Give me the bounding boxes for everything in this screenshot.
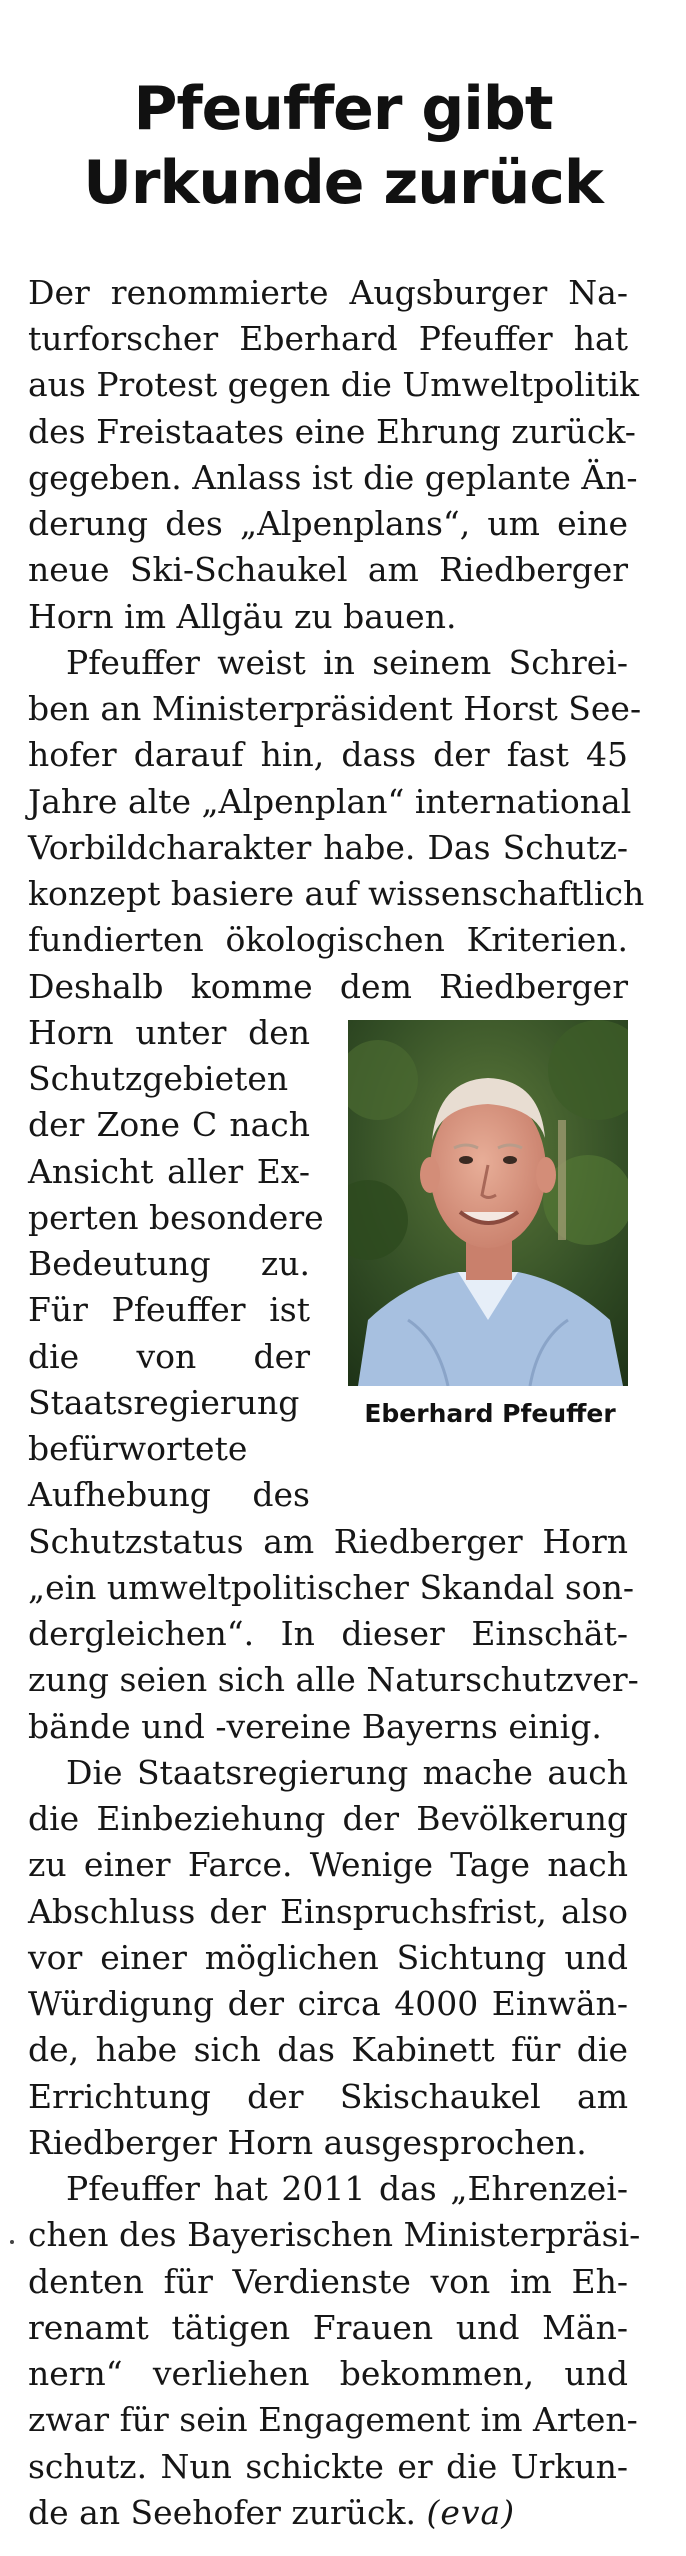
body-line: Aufhebung des bbox=[28, 1475, 310, 1515]
photo-caption: Eberhard Pfeuffer bbox=[364, 1398, 616, 1428]
body-line: Errichtung der Skischaukel am bbox=[28, 2076, 628, 2116]
body-line: fundierten ökologischen Kriterien. bbox=[28, 920, 628, 960]
body-line: derung des „Alpenplans“, um eine bbox=[28, 504, 628, 544]
headline bbox=[0, 72, 686, 220]
body-line: turforscher Eberhard Pfeuffer hat bbox=[28, 319, 628, 359]
body-line: dergleichen“. In dieser Einschät- bbox=[28, 1614, 628, 1654]
body-line: Bedeutung zu. bbox=[28, 1244, 310, 1284]
body-line: zwar für sein Engagement im Arten- bbox=[28, 2400, 638, 2440]
body-line: hofer darauf hin, dass der fast 45 bbox=[28, 735, 628, 775]
body-line: gegeben. Anlass ist die geplante Än- bbox=[28, 457, 638, 497]
body-line: chen des Bayerischen Ministerpräsi- bbox=[28, 2215, 641, 2255]
body-line: de an Seehofer zurück. bbox=[28, 2492, 416, 2532]
body-line: denten für Verdienste von im Eh- bbox=[28, 2261, 628, 2301]
headline-line-2: Urkunde zurück bbox=[83, 148, 603, 218]
body-line: befürwortete bbox=[28, 1429, 248, 1469]
body-line: zung seien sich alle Naturschutzver- bbox=[28, 1660, 639, 1700]
body-line: zu einer Farce. Wenige Tage nach bbox=[28, 1845, 628, 1885]
portrait-illustration bbox=[348, 1020, 628, 1386]
body-line: schutz. Nun schickte er die Urkun- bbox=[28, 2446, 628, 2486]
body-line: neue Ski-Schaukel am Riedberger bbox=[28, 550, 628, 590]
body-line: Die Staatsregierung mache auch bbox=[66, 1752, 628, 1792]
body-line: Würdigung der circa 4000 Einwän- bbox=[28, 1984, 628, 2024]
body-line: „ein umweltpolitischer Skandal son- bbox=[28, 1567, 635, 1607]
headline-line-1: Pfeuffer gibt bbox=[133, 74, 553, 144]
body-line: Deshalb komme dem Riedberger bbox=[28, 966, 628, 1006]
body-line: Der renommierte Augsburger Na- bbox=[28, 273, 628, 312]
body-line: konzept basiere auf wissenschaftlich bbox=[28, 874, 645, 914]
body-line: perten besondere bbox=[28, 1197, 324, 1237]
body-line-final bbox=[28, 2490, 628, 2536]
body-line: des Freistaates eine Ehrung zurück- bbox=[28, 411, 636, 451]
body-line: Abschluss der Einspruchsfrist, also bbox=[28, 1891, 628, 1931]
body-line: Horn im Allgäu zu bauen. bbox=[28, 596, 457, 636]
body-line: die Einbeziehung der Bevölkerung bbox=[28, 1799, 628, 1839]
body-line: renamt tätigen Frauen und Män- bbox=[28, 2307, 628, 2347]
body-line: Pfeuffer hat 2011 das „Ehrenzei- bbox=[66, 2169, 628, 2209]
body-line: die von der bbox=[28, 1336, 310, 1376]
body-line: Vorbildcharakter habe. Das Schutz- bbox=[28, 827, 628, 867]
body-line: Ansicht aller Ex- bbox=[28, 1151, 310, 1191]
portrait-photo bbox=[348, 1020, 628, 1386]
body-line: ben an Ministerpräsident Horst See- bbox=[28, 689, 642, 729]
body-line: Staatsregierung bbox=[28, 1382, 300, 1422]
print-speck bbox=[10, 2240, 14, 2244]
body-line: Schutzstatus am Riedberger Horn bbox=[28, 1521, 628, 1561]
body-line: Schutzgebieten bbox=[28, 1059, 289, 1099]
body-line: Für Pfeuffer ist bbox=[28, 1290, 310, 1330]
body-line: Horn unter den bbox=[28, 1012, 310, 1052]
body-line: bände und -vereine Bayerns einig. bbox=[28, 1706, 602, 1746]
body-line: Riedberger Horn ausgesprochen. bbox=[28, 2122, 587, 2162]
body-line: de, habe sich das Kabinett für die bbox=[28, 2030, 628, 2070]
body-line: nern“ verliehen bekommen, und bbox=[28, 2354, 628, 2394]
author-signature: (eva) bbox=[426, 2492, 516, 2532]
body-line: aus Protest gegen die Umweltpolitik bbox=[28, 365, 640, 405]
body-line: Jahre alte „Alpenplan“ international bbox=[28, 781, 632, 821]
body-line: Pfeuffer weist in seinem Schrei- bbox=[66, 642, 628, 682]
body-line: vor einer möglichen Sichtung und bbox=[28, 1937, 628, 1977]
body-line: der Zone C nach bbox=[28, 1105, 310, 1145]
